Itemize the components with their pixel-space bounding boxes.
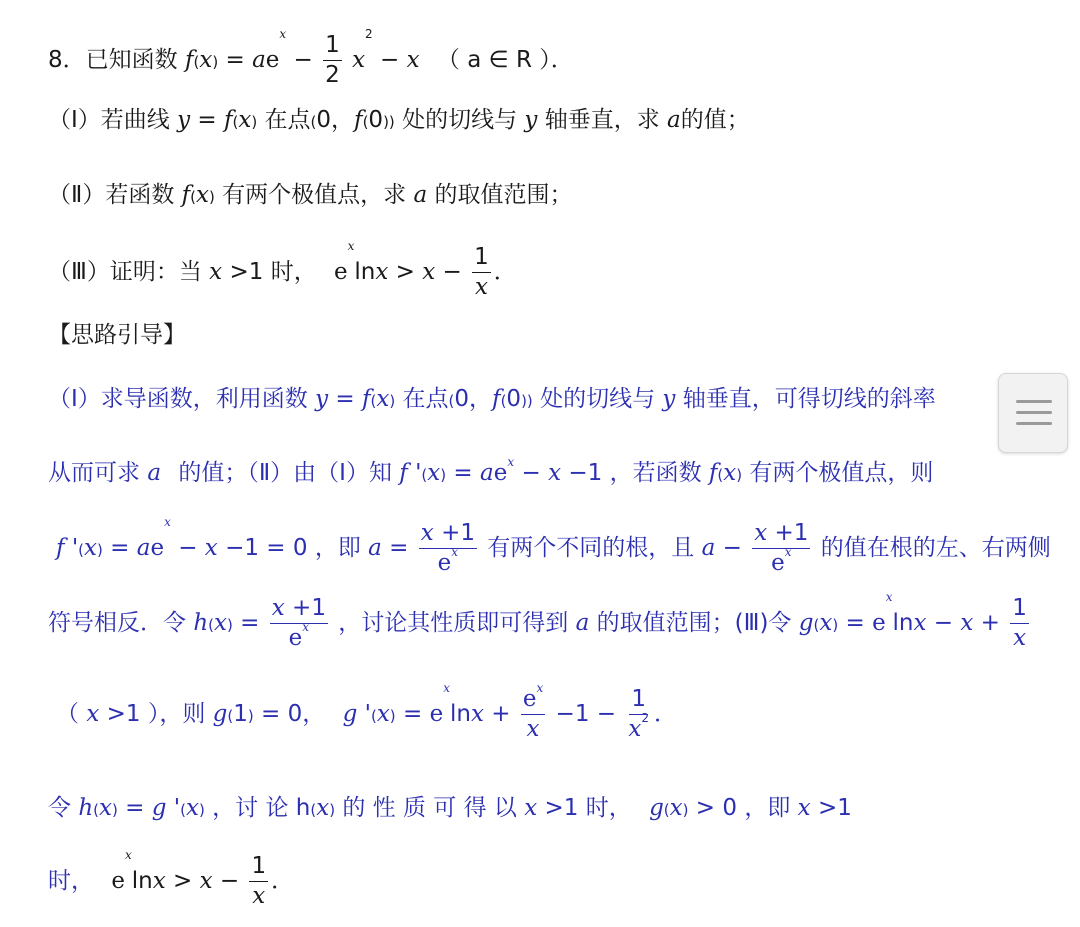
guide-line-3: f '$(x) = ae^x - x -1 = 0$ ，即 a = $\frac{x +1}{e^x}$ 有两个不同的根，且 a − $\frac{x +1}{e^x}$ 的值在根的左、右两侧: [56, 515, 1051, 576]
fraction-one-over-x: $\frac{1}{x}$: [1012, 595, 1027, 651]
section-title: 【思路引导】: [48, 322, 186, 348]
question-part-1: （Ⅰ）若曲线 y = f(x) 在点(0，f(0)) 处的切线与 y 轴垂直，求 a的值；: [48, 107, 750, 133]
guide-line-1: （Ⅰ）求导函数，利用函数 y = f(x) 在点(0，f(0)) 处的切线与 y 轴垂直，可得切线的斜率: [48, 386, 936, 412]
question-part-2: （Ⅱ）若函数 f(x) 有两个极值点，求 a 的取值范围；: [48, 182, 573, 208]
fraction-x-plus-1-over-ex: $\frac{x +1}{e^x}$: [271, 595, 326, 651]
a-in-R: a ∈ R: [467, 47, 532, 73]
fraction-x-plus-1-over-ex: $\frac{x +1}{e^x}$: [754, 520, 809, 576]
question-part-3: （Ⅲ）证明：当 x >1 时， $e^x\ln x > x$ − $\frac{1}{x}$ ．: [48, 239, 517, 300]
fraction-one-over-x: $\frac{1}{x}$: [474, 244, 489, 300]
guide-line-2: 从而可求 a 的值；（Ⅱ）由（Ⅰ）知 f '$(x) = ae^x - x -1$ ，若函数 f(x) 有两个极值点，则: [48, 455, 934, 486]
guide-line-5: （ x >1 ），则 g(1) = 0， g '$(x) = e^x\ln x$ + $\frac{e^x}{x}$ −1 − $\frac{1}{x^2}$ ．: [56, 681, 677, 742]
fraction-one-over-x-squared: $\frac{1}{x^2}$: [628, 686, 649, 742]
fraction-ex-over-x: $\frac{e^x}{x}$: [522, 681, 544, 742]
guide-line-6: 令 h(x) = g '(x) ，讨 论 h(x) 的 性 质 可 得 以 x >1 时， g(x) > 0 ，即 x >1: [48, 795, 852, 821]
guide-line-4: 符号相反．令 h(x) = $\frac{x +1}{e^x}$ ，讨论其性质即可得到 a 的取值范围；(Ⅲ)令 $g(x) = e^x\ln x - x$ + $\frac{1}{x}$: [48, 590, 1027, 651]
question-number: 8．已知函数: [48, 47, 178, 73]
hamburger-menu-icon[interactable]: [998, 373, 1068, 453]
fraction-one-over-x: $\frac{1}{x}$: [251, 853, 267, 909]
fraction-half: $\frac{1}{2}$: [325, 32, 340, 88]
question-stem: 8．已知函数 $f(x) = ae^x$ − $\frac{1}{2}$ $x^2 - x$ （ a ∈ R ）．: [48, 27, 574, 88]
fraction-x-plus-1-over-ex: $\frac{x +1}{e^x}$: [420, 520, 475, 576]
guide-line-7: 时， $e^x\ln x > x$ − $\frac{1}{x}$ ．: [48, 848, 295, 909]
